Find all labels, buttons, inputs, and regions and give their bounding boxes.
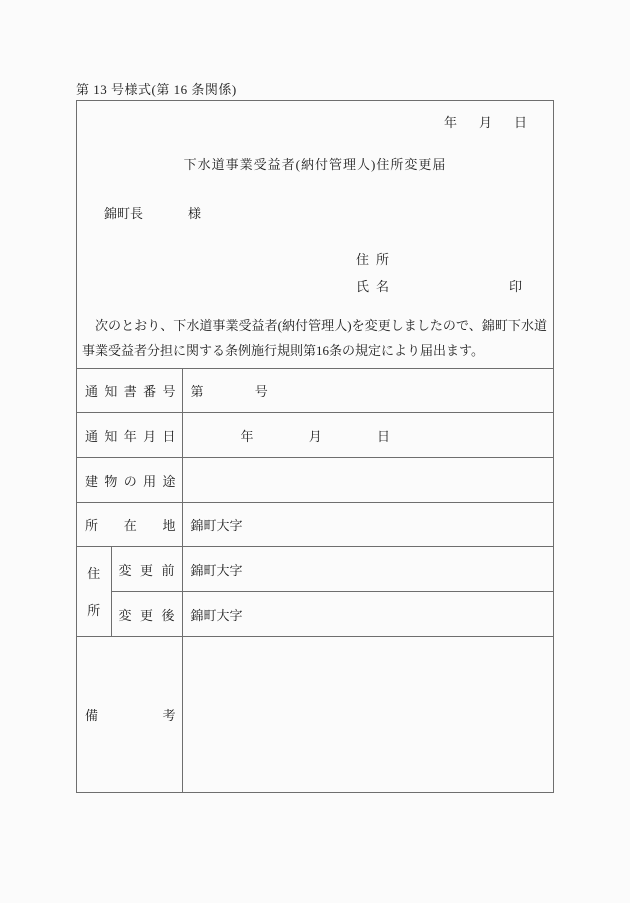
- notice-date-value: [182, 413, 553, 458]
- remarks-value: [182, 637, 553, 792]
- address-before-label: 変更前: [111, 547, 182, 592]
- notice-number-prefix: 第: [190, 384, 204, 399]
- notice-number-suffix: 号: [254, 384, 268, 399]
- table-row: [77, 369, 553, 413]
- addressee: [104, 203, 201, 222]
- address-vertical-label: [77, 547, 111, 637]
- table-row: [77, 592, 553, 637]
- submitter-address-label: 住所: [356, 252, 397, 267]
- form-title: 下水道事業受益者(納付管理人)住所変更届: [183, 157, 447, 172]
- table-row: [77, 413, 553, 458]
- submitter-name-row: [356, 276, 522, 295]
- table-row: [77, 547, 553, 592]
- address-after-value: 錦町大字: [182, 592, 553, 637]
- location-value: 錦町大字: [182, 503, 553, 547]
- building-use-value: [182, 458, 553, 503]
- table-row: [77, 458, 553, 503]
- notice-number-value: [182, 369, 553, 413]
- address-before-value: 錦町大字: [182, 547, 553, 592]
- body-text: 次のとおり、下水道事業受益者(納付管理人)を変更しましたので、錦町下水道事業受益者分担に関する条例施行規則第16条の規定により届出ます。: [82, 318, 547, 358]
- table-row: [77, 503, 553, 547]
- addressee-honorific: 様: [188, 206, 202, 221]
- notice-date-day: 日: [377, 428, 391, 444]
- form-box: [76, 100, 554, 793]
- address-label-char-bottom: 所: [87, 602, 101, 618]
- notice-date-month: 月: [308, 428, 322, 444]
- date-year-label: 年: [443, 115, 457, 130]
- table-row: [77, 637, 553, 792]
- notice-number-label: 通知書番号: [77, 369, 182, 413]
- date-month-label: 月: [478, 115, 492, 130]
- remarks-label: 備考: [77, 637, 182, 792]
- notice-date-label: 通知年月日: [77, 413, 182, 458]
- seal-label: 印: [508, 279, 522, 294]
- form-number: 第 13 号様式(第 16 条関係): [76, 82, 237, 97]
- addressee-name: 錦町長: [104, 206, 144, 221]
- address-label-char-top: 住: [87, 565, 101, 581]
- building-use-label: 建物の用途: [77, 458, 182, 503]
- date-line: [444, 112, 527, 131]
- address-after-label: 変更後: [111, 592, 182, 637]
- form-table: [77, 368, 553, 792]
- date-day-label: 日: [513, 115, 527, 130]
- notice-date-year: 年: [240, 428, 254, 444]
- submitter-name-label: 氏名: [356, 279, 397, 294]
- location-label: 所在地: [77, 503, 182, 547]
